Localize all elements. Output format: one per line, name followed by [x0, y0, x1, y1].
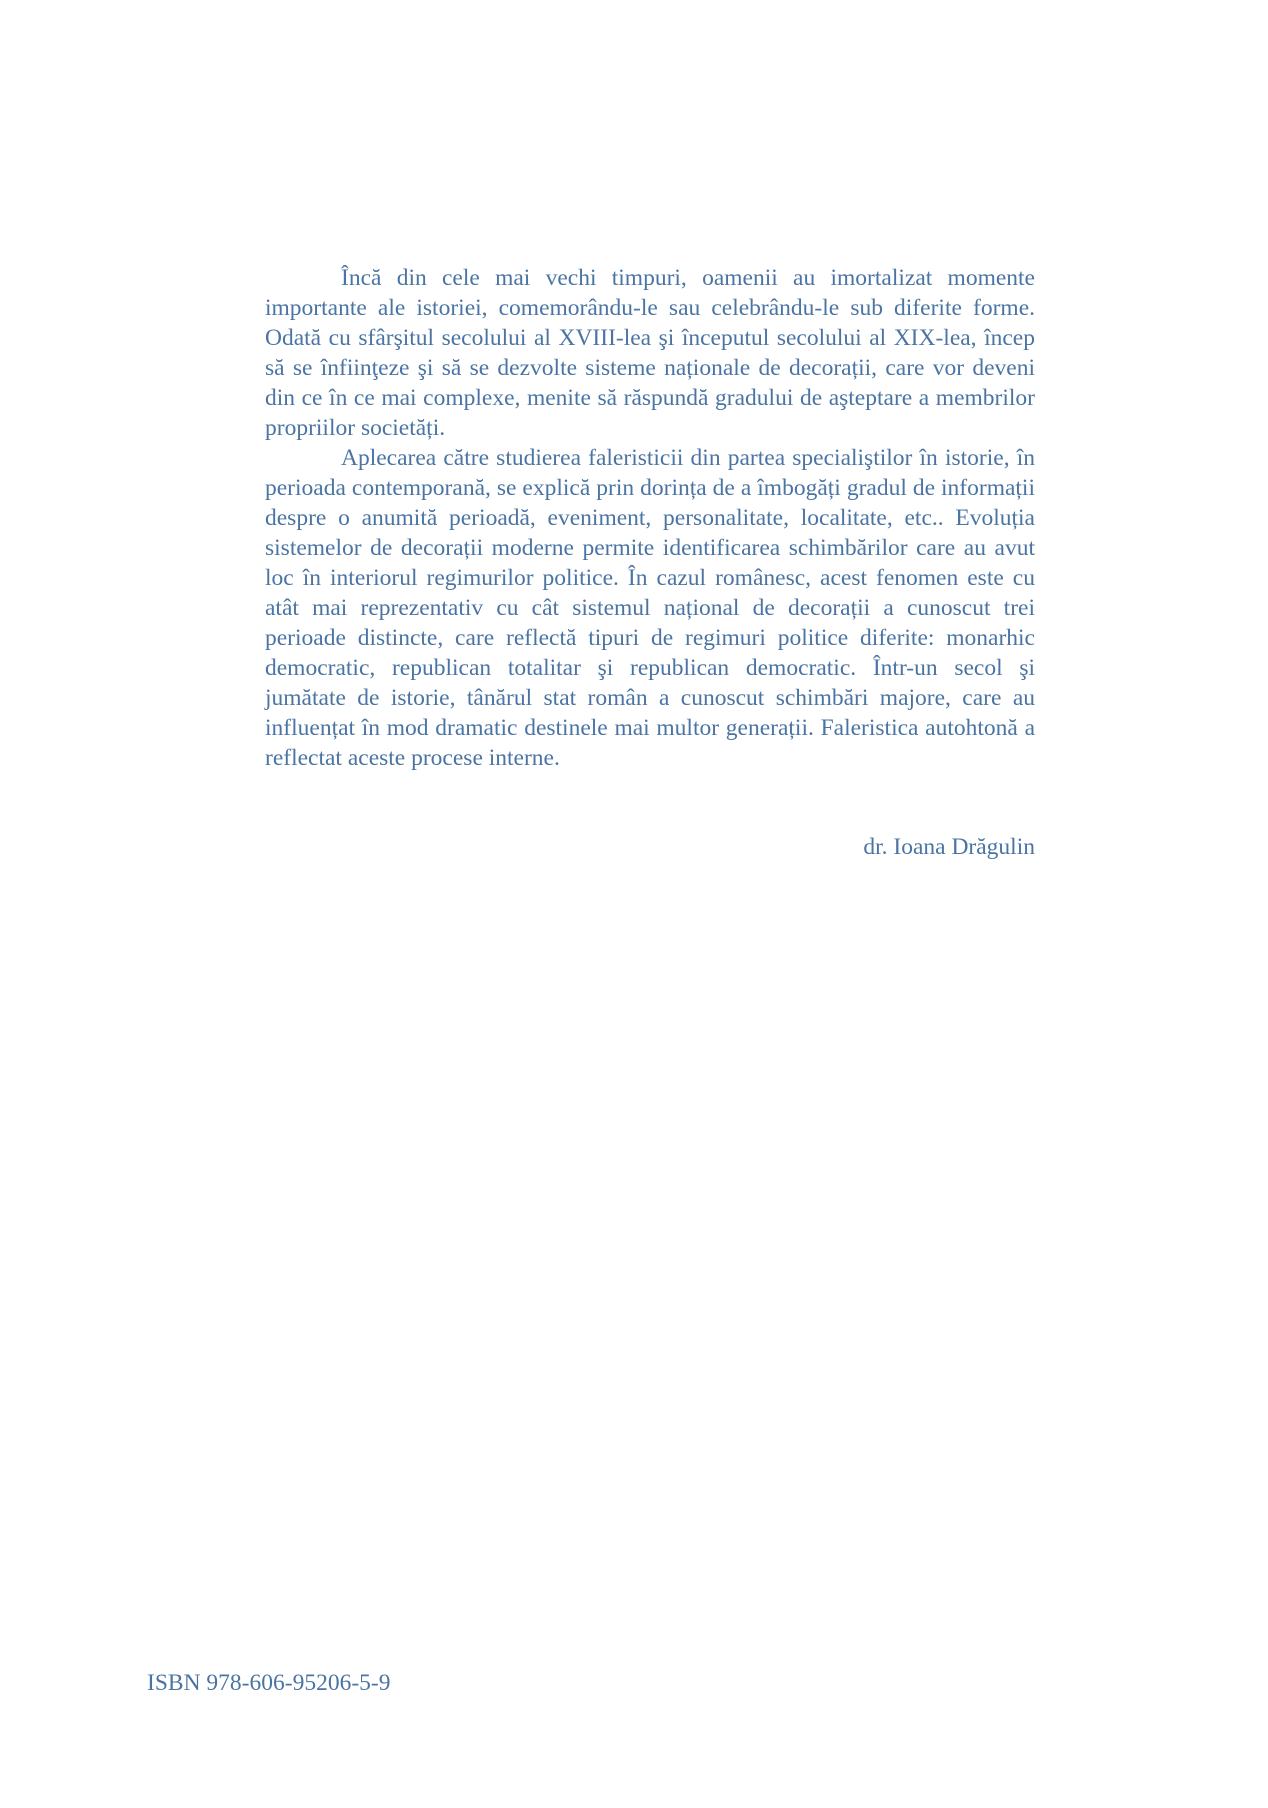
paragraph-2: Aplecarea către studierea faleristicii din partea specialiştilor în istorie, în perioada contemporană, se explică prin dorința de a îmbogăți gradul de informații despre o anumită perioadă, eveniment, personalitate, localitate, etc.. Evoluția sistemelor de decorații moderne permite identificarea schimbărilor care au avut loc în interiorul regimurilor politice. În cazul românesc, acest fenomen este cu atât mai reprezentativ cu cât sistemul național de decorații a cunoscut trei perioade distincte, care reflectă tipuri de regimuri politice diferite: monarhic democratic, republican totalitar şi republican democratic. Într-un secol şi jumătate de istorie, tânărul stat român a cunoscut schimbări majore, care au influențat în mod dramatic destinele mai multor generații. Faleristica autohtonă a reflectat aceste procese interne.: [265, 445, 1035, 771]
body-text: [265, 263, 1035, 773]
paragraph-1: Încă din cele mai vechi timpuri, oamenii au imortalizat momente importante ale istoriei, comemorându-le sau celebrându-le sub diferite forme. Odată cu sfârşitul secolului al XVIII-lea şi începutul secolului al XIX-lea, încep să se înfiinţeze şi să se dezvolte sisteme naționale de decorații, care vor deveni din ce în ce mai complexe, menite să răspundă gradului de aşteptare a membrilor propriilor societăți.: [265, 265, 1035, 441]
isbn-label: ISBN 978-606-95206-5-9: [147, 1670, 391, 1696]
author-signature: dr. Ioana Drăgulin: [863, 834, 1035, 860]
